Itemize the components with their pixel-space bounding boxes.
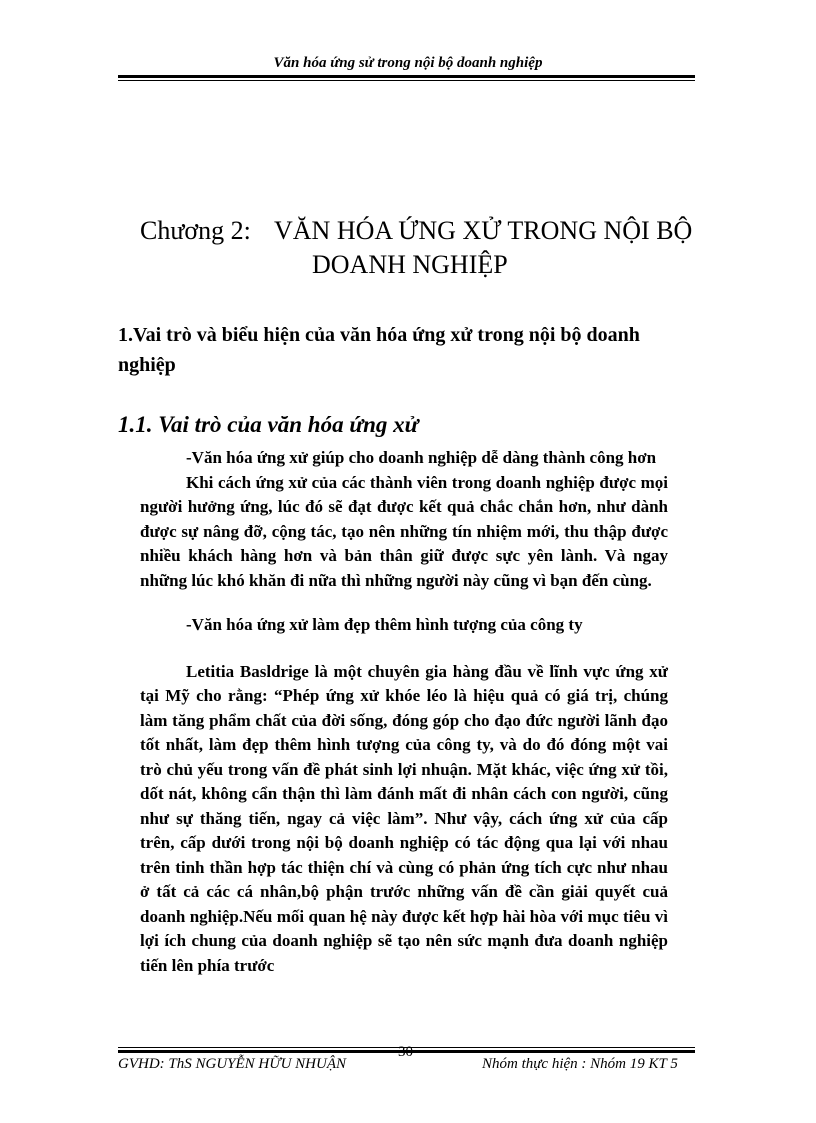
section-heading-1: 1.Vai trò và biểu hiện của văn hóa ứng xử trong nội bộ doanh nghiệp	[118, 324, 640, 376]
chapter-title-line2: DOANH NGHIỆP	[312, 250, 508, 279]
footer-group: Nhóm thực hiện : Nhóm 19 KT 5	[482, 1056, 678, 1072]
chapter-title-line1: VĂN HÓA ỨNG XỬ TRONG NỘI BỘ	[274, 216, 693, 245]
paragraph-3: -Văn hóa ứng xử làm đẹp thêm hình tượng của công ty	[186, 615, 583, 634]
body-text	[140, 446, 668, 978]
page-number: 30	[398, 1044, 413, 1060]
chapter-number: Chương 2:	[140, 216, 251, 245]
header-rule-thick	[118, 75, 695, 78]
footer-advisor: GVHD: ThS NGUYỄN HỮU NHUẬN	[118, 1056, 346, 1072]
running-header: Văn hóa ứng sử trong nội bộ doanh nghiệp	[273, 55, 543, 71]
subsection-heading-1-1: 1.1. Vai trò của văn hóa ứng xử	[118, 412, 419, 437]
paragraph-4: Letitia Basldrige là một chuyên gia hàng đầu về lĩnh vực ứng xử tại Mỹ cho rằng: “Phép ứng xử khóe léo là hiệu quả có giá trị, chúng làm tăng phẩm chất của đời sống, đóng góp cho đạo đức người lãnh đạo tốt nhất, làm đẹp thêm hình tượng của công ty, và do đó đóng một vai trò chủ yếu trong vấn đề phát sinh lợi nhuận. Mặt khác, việc ứng xử tồi, dốt nát, không cẩn thận thì làm đánh mất đi nhân cách con người, cũng như sự thăng tiến, ngay cả việc làm”. Như vậy, cách ứng xử của cấp trên, cấp dưới trong nội bộ doanh nghiệp có tác động qua lại với nhau trên tinh thần hợp tác thiện chí và cùng có phản ứng tích cực như nhau ở tất cả các cá nhân,bộ phận trước những vấn đề cần giải quyết cuả doanh nghiệp.Nếu mối quan hệ này được kết hợp hài hòa với mục tiêu vì lợi ích chung của doanh nghiệp sẽ tạo nên sức mạnh đưa doanh nghiệp tiến lên phía trước	[140, 661, 668, 975]
chapter-title	[140, 214, 692, 282]
paragraph-2: Khi cách ứng xử của các thành viên trong doanh nghiệp được mọi người hưởng ứng, lúc đó sẽ đạt được kết quả chắc chắn hơn, như dành được sự nâng đỡ, cộng tác, tạo nên những tín nhiệm mới, thu thập được nhiều khách hàng hơn và bản thân giữ được sực yên lành. Và ngay những lúc khó khăn đi nữa thì những người này cũng vì bạn đến cùng.	[140, 472, 668, 590]
paragraph-1: -Văn hóa ứng xử giúp cho doanh nghiệp dễ dàng thành công hơn	[186, 448, 657, 467]
header-rule-thin	[118, 80, 695, 81]
